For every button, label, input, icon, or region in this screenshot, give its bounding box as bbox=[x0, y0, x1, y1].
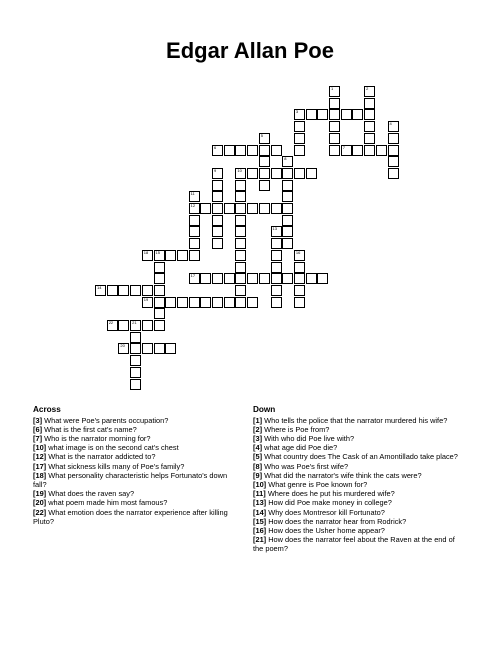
clue-number: [8] bbox=[253, 461, 263, 471]
clue-number: [22] bbox=[33, 507, 47, 517]
crossword-cell[interactable] bbox=[154, 297, 165, 308]
across-clues bbox=[33, 405, 238, 526]
crossword-cell[interactable] bbox=[165, 343, 176, 354]
clue-item bbox=[253, 416, 463, 425]
crossword-cell[interactable] bbox=[259, 156, 270, 167]
crossword-cell[interactable] bbox=[177, 250, 188, 261]
clue-item bbox=[33, 489, 238, 498]
crossword-cell[interactable] bbox=[200, 273, 211, 284]
clue-text: what image is on the second cat's chest bbox=[48, 443, 179, 453]
crossword-cell[interactable] bbox=[259, 180, 270, 191]
crossword-cell[interactable] bbox=[235, 226, 246, 237]
crossword-cell[interactable] bbox=[329, 109, 340, 120]
crossword-cell[interactable] bbox=[259, 168, 270, 179]
crossword-cell[interactable] bbox=[235, 250, 246, 261]
crossword-cell[interactable] bbox=[247, 203, 258, 214]
clue-number: [21] bbox=[253, 535, 267, 545]
crossword-cell[interactable] bbox=[247, 273, 258, 284]
clue-text: What genre is Poe known for? bbox=[268, 480, 368, 490]
clue-text: What personality characteristic helps Fortunato's down fall? bbox=[33, 470, 228, 490]
crossword-cell[interactable] bbox=[317, 109, 328, 120]
crossword-cell[interactable] bbox=[189, 215, 200, 226]
clue-item bbox=[33, 443, 238, 452]
cell-number: 7 bbox=[342, 144, 345, 150]
crossword-cell[interactable] bbox=[388, 121, 399, 132]
crossword-cell[interactable] bbox=[130, 285, 141, 296]
crossword-cell[interactable] bbox=[200, 297, 211, 308]
cell-number: 6 bbox=[214, 144, 217, 150]
crossword-cell[interactable] bbox=[130, 379, 141, 390]
clue-item bbox=[33, 416, 238, 425]
crossword-cell[interactable] bbox=[212, 273, 223, 284]
crossword-cell[interactable] bbox=[235, 273, 246, 284]
crossword-cell[interactable] bbox=[235, 191, 246, 202]
clue-text: what age did Poe die? bbox=[264, 443, 338, 453]
crossword-cell[interactable] bbox=[200, 203, 211, 214]
crossword-cell[interactable] bbox=[235, 285, 246, 296]
crossword-cell[interactable] bbox=[364, 98, 375, 109]
clue-number: [15] bbox=[253, 516, 267, 526]
crossword-cell[interactable] bbox=[364, 121, 375, 132]
crossword-cell[interactable] bbox=[271, 250, 282, 261]
crossword-cell[interactable] bbox=[224, 297, 235, 308]
crossword-cell[interactable] bbox=[235, 203, 246, 214]
crossword-cell[interactable] bbox=[282, 238, 293, 249]
crossword-cell[interactable] bbox=[282, 273, 293, 284]
cell-number: 12 bbox=[190, 203, 196, 208]
crossword-cell[interactable] bbox=[235, 238, 246, 249]
clue-text: How does the narrator feel about the Raven at the end of the poem? bbox=[253, 535, 455, 554]
crossword-cell[interactable] bbox=[235, 215, 246, 226]
clue-text: How does the narrator hear from Rodrick? bbox=[268, 516, 407, 526]
crossword-cell[interactable] bbox=[352, 109, 363, 120]
cell-number: 16 bbox=[295, 249, 301, 255]
crossword-cell[interactable] bbox=[154, 250, 165, 261]
clue-item bbox=[253, 443, 463, 452]
clue-text: How did Poe make money in college? bbox=[268, 498, 392, 508]
crossword-cell[interactable] bbox=[154, 343, 165, 354]
crossword-cell[interactable] bbox=[294, 168, 305, 179]
clue-number: [19] bbox=[33, 489, 47, 499]
crossword-cell[interactable] bbox=[282, 156, 293, 167]
crossword-cell[interactable] bbox=[294, 121, 305, 132]
crossword-cell[interactable] bbox=[118, 285, 129, 296]
clue-text: What sickness kills many of Poe's family? bbox=[48, 461, 185, 471]
crossword-cell[interactable] bbox=[294, 285, 305, 296]
crossword-cell[interactable] bbox=[189, 191, 200, 202]
crossword-cell[interactable] bbox=[235, 180, 246, 191]
clue-item bbox=[253, 480, 463, 489]
clue-item bbox=[33, 462, 238, 471]
down-clues bbox=[253, 405, 463, 554]
down-clue-list bbox=[253, 416, 463, 554]
crossword-cell[interactable] bbox=[142, 297, 153, 308]
crossword-cell[interactable] bbox=[118, 343, 129, 354]
clue-item bbox=[253, 489, 463, 498]
cell-number: 19 bbox=[143, 296, 149, 302]
crossword-cell[interactable] bbox=[259, 145, 270, 156]
clue-number: [2] bbox=[253, 424, 263, 434]
crossword-cell[interactable] bbox=[154, 285, 165, 296]
crossword-cell[interactable] bbox=[142, 250, 153, 261]
clue-text: Who is the narrator morning for? bbox=[44, 434, 151, 443]
clue-number: [6] bbox=[33, 424, 43, 434]
clue-item bbox=[253, 517, 463, 526]
crossword-cell[interactable] bbox=[271, 285, 282, 296]
crossword-cell[interactable] bbox=[294, 262, 305, 273]
crossword-cell[interactable] bbox=[224, 273, 235, 284]
clue-text: What emotion does the narrator experience after killing Pluto? bbox=[33, 507, 228, 526]
clue-text: Why does Montresor kill Fortunato? bbox=[268, 507, 385, 517]
clue-number: [3] bbox=[253, 434, 263, 443]
crossword-cell[interactable] bbox=[177, 297, 188, 308]
clue-item bbox=[253, 462, 463, 471]
crossword-cell[interactable] bbox=[130, 320, 141, 331]
crossword-cell[interactable] bbox=[271, 145, 282, 156]
clue-item bbox=[253, 508, 463, 517]
clue-item bbox=[253, 452, 463, 461]
cell-number: 20 bbox=[120, 343, 125, 349]
cell-number: 5 bbox=[260, 132, 264, 138]
clue-number: [18] bbox=[33, 470, 47, 480]
crossword-cell[interactable] bbox=[118, 320, 129, 331]
clue-number: [13] bbox=[253, 498, 267, 508]
clue-number: [4] bbox=[253, 443, 263, 453]
clue-text: what poem made him most famous? bbox=[48, 498, 168, 508]
cell-number: 17 bbox=[190, 273, 196, 279]
clue-item bbox=[33, 434, 238, 443]
clue-number: [11] bbox=[253, 489, 266, 499]
clue-item bbox=[253, 535, 463, 553]
clue-text: Who tells the police that the narrator murdered his wife? bbox=[264, 415, 448, 425]
crossword-cell[interactable] bbox=[224, 145, 235, 156]
crossword-cell[interactable] bbox=[388, 133, 399, 144]
clue-text: Who was Poe's first wife? bbox=[264, 461, 349, 471]
crossword-cell[interactable] bbox=[189, 273, 200, 284]
crossword-cell[interactable] bbox=[130, 355, 141, 366]
crossword-cell[interactable] bbox=[165, 250, 176, 261]
cell-number: 22 bbox=[108, 320, 114, 325]
clue-text: With who did Poe live with? bbox=[264, 434, 355, 443]
across-heading: Across bbox=[33, 405, 61, 414]
crossword-cell[interactable] bbox=[154, 320, 165, 331]
crossword-cell[interactable] bbox=[235, 168, 246, 179]
clue-number: [10] bbox=[33, 443, 47, 453]
crossword-cell[interactable] bbox=[189, 297, 200, 308]
cell-number: 1 bbox=[331, 86, 334, 91]
clue-text: Where is Poe from? bbox=[264, 424, 330, 434]
crossword-cell[interactable] bbox=[364, 133, 375, 144]
clue-number: [3] bbox=[33, 415, 43, 425]
cell-number: 9 bbox=[214, 167, 217, 173]
clue-text: Where does he put his murdered wife? bbox=[267, 489, 395, 499]
clue-item bbox=[253, 471, 463, 480]
crossword-cell[interactable] bbox=[212, 191, 223, 202]
clue-item bbox=[33, 498, 238, 507]
crossword-cell[interactable] bbox=[259, 133, 270, 144]
crossword-cell[interactable] bbox=[259, 203, 270, 214]
cell-number: 13 bbox=[272, 226, 277, 232]
clue-text: What country does The Cask of an Amontillado take place? bbox=[264, 452, 458, 462]
clue-number: [14] bbox=[253, 507, 267, 517]
clue-item bbox=[33, 425, 238, 434]
crossword-cell[interactable] bbox=[247, 297, 258, 308]
crossword-cell[interactable] bbox=[212, 238, 223, 249]
cell-number: 3 bbox=[295, 109, 299, 115]
clue-item bbox=[253, 526, 463, 535]
crossword-cell[interactable] bbox=[271, 168, 282, 179]
clue-number: [17] bbox=[33, 461, 47, 471]
clue-item bbox=[33, 471, 238, 489]
clue-item bbox=[253, 434, 463, 443]
crossword-cell[interactable] bbox=[212, 145, 223, 156]
crossword-cell[interactable] bbox=[95, 285, 106, 296]
crossword-cell[interactable] bbox=[212, 203, 223, 214]
cell-number: 14 bbox=[97, 284, 102, 290]
cell-number: 18 bbox=[143, 249, 149, 255]
crossword-cell[interactable] bbox=[212, 168, 223, 179]
crossword-cell[interactable] bbox=[142, 343, 153, 354]
crossword-cell[interactable] bbox=[212, 226, 223, 237]
crossword-cell[interactable] bbox=[271, 297, 282, 308]
crossword-cell[interactable] bbox=[271, 238, 282, 249]
crossword-cell[interactable] bbox=[388, 156, 399, 167]
crossword-cell[interactable] bbox=[294, 297, 305, 308]
crossword-cell[interactable] bbox=[235, 297, 246, 308]
crossword-cell[interactable] bbox=[130, 332, 141, 343]
clue-text: What did the narrator's wife think the cats were? bbox=[264, 470, 422, 480]
crossword-cell[interactable] bbox=[317, 273, 328, 284]
crossword-cell[interactable] bbox=[341, 145, 352, 156]
crossword-cell[interactable] bbox=[329, 133, 340, 144]
clue-text: What is the first cat's name? bbox=[44, 424, 137, 434]
crossword-cell[interactable] bbox=[341, 109, 352, 120]
crossword-cell[interactable] bbox=[294, 109, 305, 120]
crossword-cell[interactable] bbox=[247, 145, 258, 156]
crossword-cell[interactable] bbox=[271, 273, 282, 284]
crossword-cell[interactable] bbox=[282, 203, 293, 214]
crossword-cell[interactable] bbox=[306, 273, 317, 284]
clue-item bbox=[33, 508, 238, 526]
clue-item bbox=[33, 452, 238, 461]
clue-number: [12] bbox=[33, 452, 47, 462]
cell-number: 10 bbox=[237, 167, 242, 173]
crossword-cell[interactable] bbox=[212, 297, 223, 308]
crossword-cell[interactable] bbox=[189, 238, 200, 249]
clue-number: [5] bbox=[253, 452, 263, 462]
clue-number: [20] bbox=[33, 498, 47, 508]
down-heading: Down bbox=[253, 405, 276, 414]
crossword-cell[interactable] bbox=[142, 285, 153, 296]
clue-number: [10] bbox=[253, 480, 267, 490]
crossword-cell[interactable] bbox=[235, 262, 246, 273]
crossword-cell[interactable] bbox=[306, 109, 317, 120]
clue-number: [1] bbox=[253, 415, 263, 425]
across-clue-list bbox=[33, 416, 238, 526]
cell-number: 15 bbox=[155, 249, 160, 255]
crossword-cell[interactable] bbox=[294, 133, 305, 144]
crossword-cell[interactable] bbox=[388, 168, 399, 179]
crossword-cell[interactable] bbox=[130, 343, 141, 354]
clue-text: How does the Usher home appear? bbox=[268, 526, 385, 536]
crossword-cell[interactable] bbox=[271, 203, 282, 214]
cell-number: 21 bbox=[132, 320, 137, 325]
crossword-cell[interactable] bbox=[364, 109, 375, 120]
crossword-cell[interactable] bbox=[235, 145, 246, 156]
crossword-cell[interactable] bbox=[329, 98, 340, 109]
cell-number: 11 bbox=[190, 191, 195, 197]
clue-number: [9] bbox=[253, 470, 263, 480]
crossword-cell[interactable] bbox=[107, 285, 118, 296]
crossword-cell[interactable] bbox=[294, 273, 305, 284]
crossword-cell[interactable] bbox=[107, 320, 118, 331]
cell-number: 2 bbox=[366, 86, 369, 91]
crossword-cell[interactable] bbox=[376, 145, 387, 156]
clue-text: What does the raven say? bbox=[48, 489, 135, 499]
crossword-cell[interactable] bbox=[294, 145, 305, 156]
page-title: Edgar Allan Poe bbox=[166, 38, 334, 63]
crossword-cell[interactable] bbox=[329, 121, 340, 132]
clue-item bbox=[253, 425, 463, 434]
crossword-cell[interactable] bbox=[154, 262, 165, 273]
clue-number: [16] bbox=[253, 526, 267, 536]
cell-number: 8 bbox=[284, 156, 287, 162]
crossword-cell[interactable] bbox=[282, 180, 293, 191]
clue-text: What is the narrator addicted to? bbox=[48, 452, 156, 462]
crossword-cell[interactable] bbox=[282, 168, 293, 179]
crossword-cell[interactable] bbox=[271, 262, 282, 273]
crossword-cell[interactable] bbox=[259, 273, 270, 284]
cell-number: 4 bbox=[389, 121, 392, 127]
crossword-cell[interactable] bbox=[294, 250, 305, 261]
clue-item bbox=[253, 498, 463, 507]
crossword-cell[interactable] bbox=[282, 226, 293, 237]
crossword-cell[interactable] bbox=[189, 203, 200, 214]
crossword-cell[interactable] bbox=[364, 145, 375, 156]
crossword-cell[interactable] bbox=[271, 226, 282, 237]
crossword-cell[interactable] bbox=[352, 145, 363, 156]
crossword-cell[interactable] bbox=[165, 297, 176, 308]
crossword-cell[interactable] bbox=[212, 215, 223, 226]
clue-text: What were Poe's parents occupation? bbox=[44, 415, 169, 425]
crossword-cell[interactable] bbox=[142, 320, 153, 331]
crossword-cell[interactable] bbox=[329, 145, 340, 156]
crossword-cell[interactable] bbox=[154, 273, 165, 284]
crossword-cell[interactable] bbox=[364, 86, 375, 97]
crossword-cell[interactable] bbox=[247, 168, 258, 179]
crossword-cell[interactable] bbox=[212, 180, 223, 191]
crossword-cell[interactable] bbox=[306, 168, 317, 179]
crossword-cell[interactable] bbox=[130, 367, 141, 378]
crossword-cell[interactable] bbox=[189, 226, 200, 237]
crossword-cell[interactable] bbox=[224, 203, 235, 214]
clue-number: [7] bbox=[33, 434, 43, 443]
crossword-cell[interactable] bbox=[154, 308, 165, 319]
crossword-cell[interactable] bbox=[189, 250, 200, 261]
crossword-cell[interactable] bbox=[329, 86, 340, 97]
crossword-cell[interactable] bbox=[388, 145, 399, 156]
crossword-cell[interactable] bbox=[282, 191, 293, 202]
crossword-cell[interactable] bbox=[282, 215, 293, 226]
